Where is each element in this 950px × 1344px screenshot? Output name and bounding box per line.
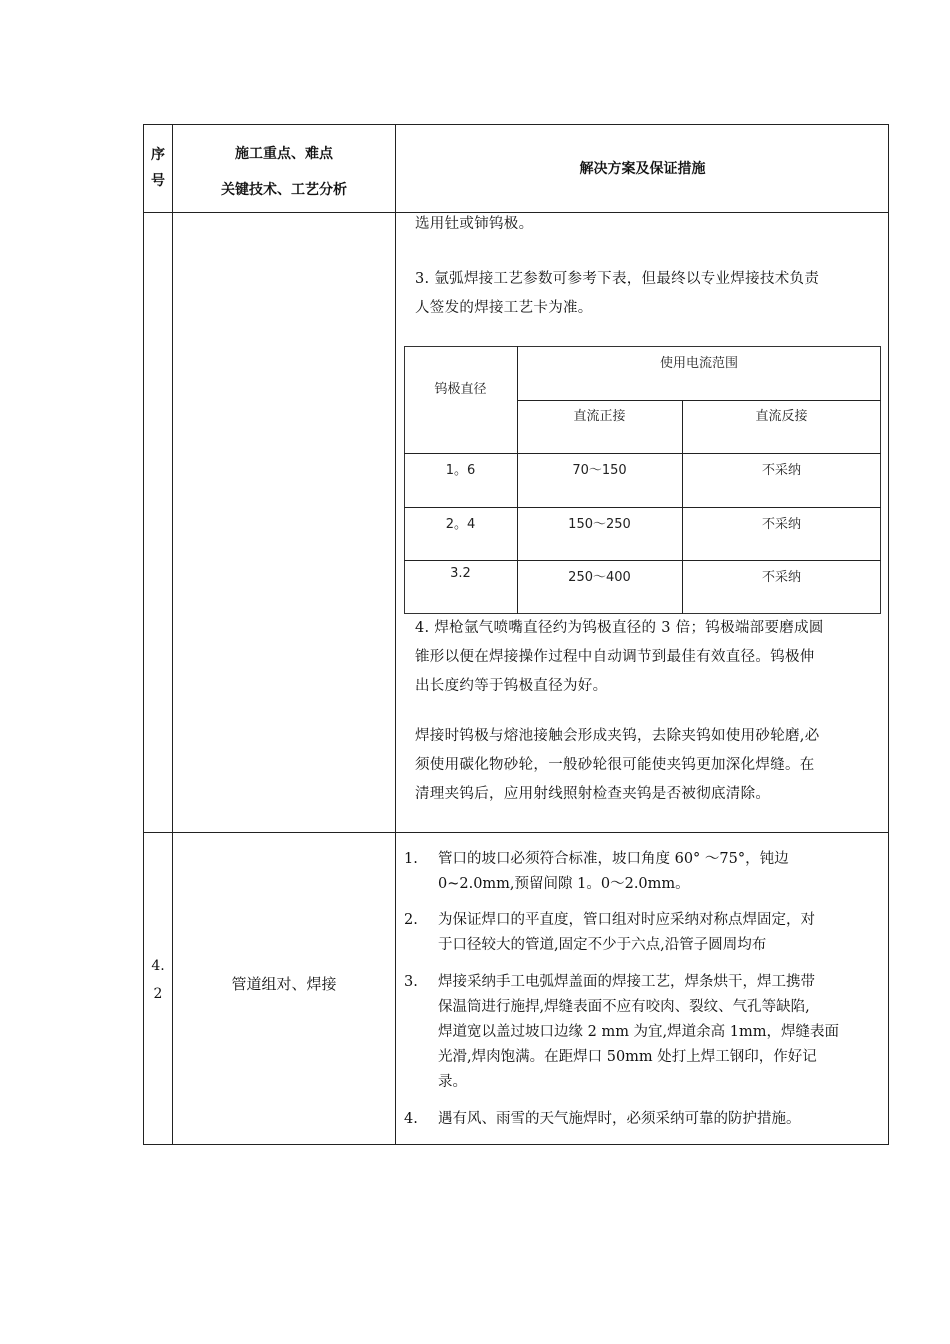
header-seq-line2: 号 xyxy=(151,173,165,189)
list-number: 3. xyxy=(404,974,418,990)
list-item xyxy=(404,1107,884,1132)
col-header-current-range: 使用电流范围 xyxy=(659,356,738,371)
sub-header-dc-positive: 直流正接 xyxy=(573,409,626,424)
list-line: 为保证焊口的平直度，管口组对时应采纳对称点焊固定，对 xyxy=(438,912,815,928)
table-cell: 1。6 xyxy=(445,463,476,478)
table-cell: 250～400 xyxy=(568,570,631,585)
paragraph-nozzle-diameter xyxy=(415,614,883,701)
header-key-points xyxy=(172,136,396,208)
paragraph-line: 4. 焊枪氩气喷嘴直径约为钨极直径的 3 倍；钨极端部要磨成圆 xyxy=(415,620,824,636)
list-line: 录。 xyxy=(438,1074,467,1090)
list-text xyxy=(438,908,884,958)
table-cell: 150～250 xyxy=(568,517,631,532)
header-seq-line1: 序 xyxy=(151,147,165,163)
row-seq-line2: 2 xyxy=(153,986,163,1002)
list-number: 2. xyxy=(404,912,418,928)
header-key-points-line1: 施工重点、难点 xyxy=(235,146,333,162)
paragraph-tungsten-inclusion xyxy=(415,722,883,809)
inner-table-divider xyxy=(517,400,881,401)
list-line: 管口的坡口必须符合标准，坡口角度 60° ～75°，钝边 xyxy=(438,851,789,867)
row-item-pipe-welding: 管道组对、焊接 xyxy=(231,975,337,993)
sub-header-dc-reverse: 直流反接 xyxy=(755,409,808,424)
list-number: 1. xyxy=(404,851,418,867)
list-item xyxy=(404,847,884,897)
list-text xyxy=(438,847,884,897)
row-seq-line1: 4. xyxy=(151,958,165,974)
paragraph-line: 3. 氩弧焊接工艺参数可参考下表，但最终以专业焊接技术负责 xyxy=(415,271,820,287)
list-line: 光滑,焊肉饱满。在距焊口 50mm 处打上焊工钢印，作好记 xyxy=(438,1049,817,1065)
list-line: 焊道宽以盖过坡口边缘 2 mm 为宜,焊道余高 1mm，焊缝表面 xyxy=(438,1024,839,1040)
list-line: 保温筒进行施捍,焊缝表面不应有咬肉、裂纹、气孔等缺陷, xyxy=(438,999,810,1015)
paragraph-electrode-type: 选用钍或铈钨极。 xyxy=(415,216,534,232)
list-text xyxy=(438,970,884,1095)
list-line: 于口径较大的管道,固定不少于六点,沿管子圆周均布 xyxy=(438,937,767,953)
row-seq-number xyxy=(144,958,172,1002)
table-cell: 不采纳 xyxy=(761,463,801,478)
inner-table-divider xyxy=(404,507,881,508)
paragraph-line: 锥形以便在焊接操作过程中自动调节到最佳有效直径。钨极伸 xyxy=(415,649,815,665)
paragraph-line: 须使用碳化物砂轮，一般砂轮很可能使夹钨更加深化焊缝。在 xyxy=(415,757,815,773)
list-text xyxy=(438,1107,884,1132)
list-line: 焊接采纳手工电弧焊盖面的焊接工艺，焊条烘干，焊工携带 xyxy=(438,974,815,990)
list-item xyxy=(404,908,884,958)
table-cell: 2。4 xyxy=(445,517,476,532)
inner-table-divider xyxy=(404,453,881,454)
col-header-electrode-diameter: 钨极直径 xyxy=(434,382,487,397)
paragraph-line: 出长度约等于钨极直径为好。 xyxy=(415,678,608,694)
list-item xyxy=(404,970,884,1095)
list-number: 4. xyxy=(404,1111,418,1127)
table-cell: 不采纳 xyxy=(761,570,801,585)
header-seq xyxy=(144,142,172,194)
table-divider xyxy=(143,832,889,833)
table-cell: 70～150 xyxy=(572,463,627,478)
paragraph-process-params xyxy=(415,265,883,323)
list-line: 0~2.0mm,预留间隙 1。0～2.0mm。 xyxy=(438,876,690,892)
inner-table-divider xyxy=(404,560,881,561)
table-cell: 3.2 xyxy=(450,566,471,581)
list-line: 遇有风、雨雪的天气施焊时，必须采纳可靠的防护措施。 xyxy=(438,1111,801,1127)
paragraph-line: 清理夹钨后，应用射线照射检查夹钨是否被彻底清除。 xyxy=(415,786,771,802)
table-cell: 不采纳 xyxy=(761,517,801,532)
header-solutions: 解决方案及保证措施 xyxy=(579,161,706,177)
paragraph-line: 焊接时钨极与熔池接触会形成夹钨，去除夹钨如使用砂轮磨,必 xyxy=(415,728,820,744)
header-key-points-line2: 关键技术、工艺分析 xyxy=(221,182,347,198)
paragraph-line: 人签发的焊接工艺卡为准。 xyxy=(415,300,593,316)
